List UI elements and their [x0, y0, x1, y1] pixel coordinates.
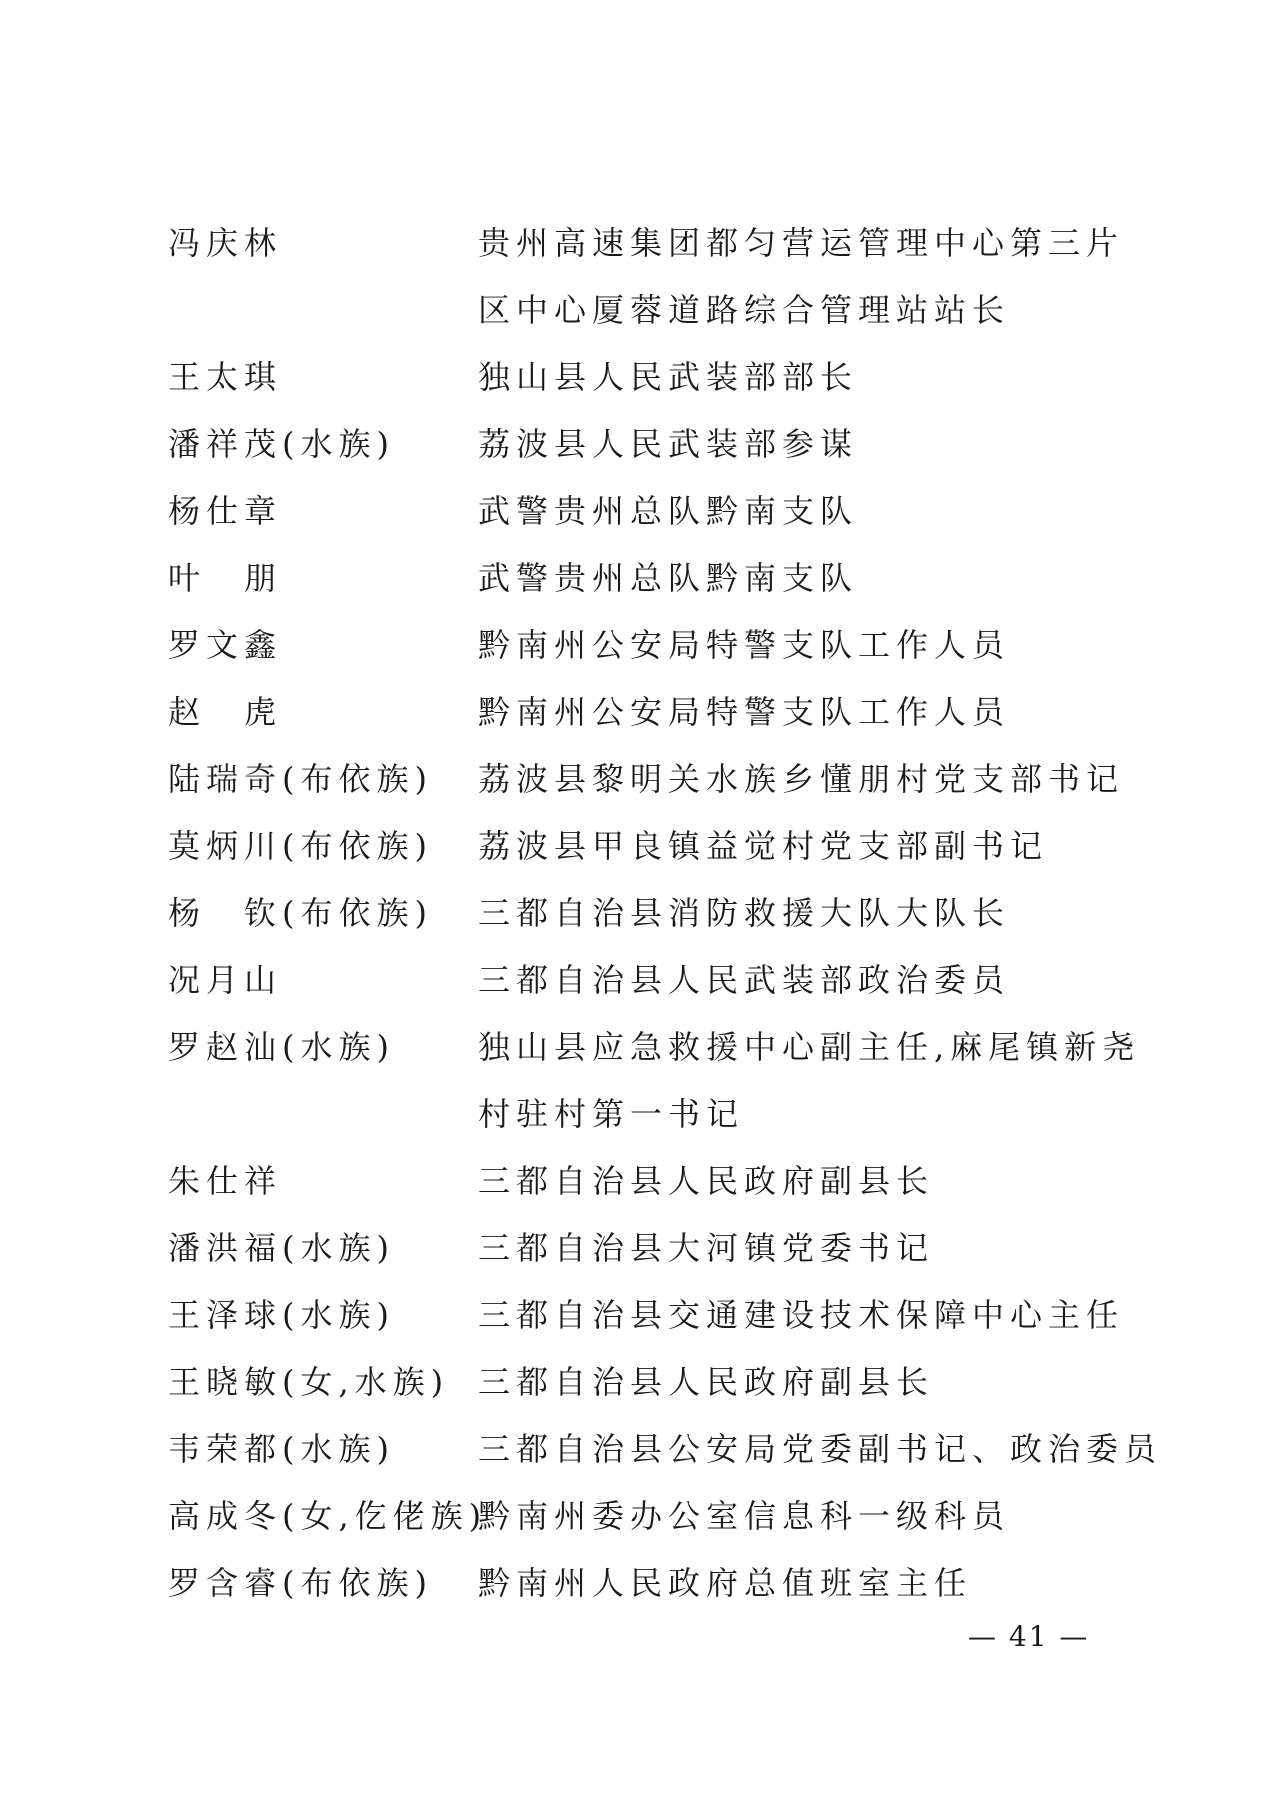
- list-item: [168, 478, 1128, 545]
- position-line: 黔南州人民政府总值班室主任: [478, 1564, 973, 1602]
- person-position: [478, 612, 1128, 679]
- position-line: 独山县应急救援中心副主任,麻尾镇新尧: [478, 1028, 1141, 1066]
- person-position: [478, 1416, 1163, 1483]
- person-name: 王晓敏(女,水族): [168, 1363, 450, 1401]
- position-line: 荔波县黎明关水族乡懂朋村党支部书记: [478, 760, 1125, 798]
- list-item: [168, 210, 1128, 344]
- position-line: 黔南州委办公室信息科一级科员: [478, 1497, 1011, 1535]
- person-position: [478, 478, 1128, 545]
- person-name: 杨 钦(布依族): [168, 894, 433, 932]
- list-item: [168, 344, 1128, 411]
- list-item: [168, 813, 1128, 880]
- list-item: [168, 411, 1128, 478]
- person-name: 罗文鑫: [168, 626, 283, 664]
- person-position: [478, 1014, 1141, 1148]
- list-item: [168, 947, 1128, 1014]
- person-position: [478, 1148, 1128, 1215]
- person-name: 王太琪: [168, 358, 283, 396]
- position-line: 三都自治县公安局党委副书记、政治委员: [478, 1430, 1163, 1468]
- list-item: [168, 612, 1128, 679]
- position-line: 武警贵州总队黔南支队: [478, 492, 859, 530]
- list-item: [168, 746, 1128, 813]
- person-position: [478, 411, 1128, 478]
- list-item: [168, 880, 1128, 947]
- position-line: 三都自治县消防救援大队大队长: [478, 894, 1011, 932]
- person-name: 韦荣都(水族): [168, 1430, 395, 1468]
- person-name: 高成冬(女,仡佬族): [168, 1497, 488, 1535]
- position-line: 村驻村第一书记: [478, 1095, 745, 1133]
- person-position: [478, 679, 1128, 746]
- list-item: [168, 679, 1128, 746]
- list-item: [168, 1148, 1128, 1215]
- person-position: [478, 210, 1128, 344]
- person-position: [478, 545, 1128, 612]
- person-name: 罗赵汕(水族): [168, 1028, 395, 1066]
- person-position: [478, 1550, 1128, 1617]
- position-line: 三都自治县大河镇党委书记: [478, 1229, 935, 1267]
- person-position: [478, 813, 1128, 880]
- person-position: [478, 344, 1128, 411]
- position-line: 荔波县甲良镇益觉村党支部副书记: [478, 827, 1049, 865]
- position-line: 三都自治县人民政府副县长: [478, 1363, 935, 1401]
- personnel-list: [168, 210, 1163, 1617]
- person-position: [478, 746, 1128, 813]
- list-item: [168, 1416, 1163, 1483]
- list-item: [168, 545, 1128, 612]
- list-item: [168, 1550, 1128, 1617]
- list-item: [168, 1282, 1128, 1349]
- person-name: 杨仕章: [168, 492, 283, 530]
- person-position: [478, 880, 1128, 947]
- position-line: 三都自治县人民武装部政治委员: [478, 961, 1011, 999]
- person-position: [478, 1349, 1128, 1416]
- person-name: 朱仕祥: [168, 1162, 283, 1200]
- position-line: 独山县人民武装部部长: [478, 358, 859, 396]
- position-line: 区中心厦蓉道路综合管理站站长: [478, 291, 1011, 329]
- position-line: 三都自治县交通建设技术保障中心主任: [478, 1296, 1125, 1334]
- position-line: 三都自治县人民政府副县长: [478, 1162, 935, 1200]
- position-line: 贵州高速集团都匀营运管理中心第三片: [478, 224, 1125, 262]
- person-name: 王泽球(水族): [168, 1296, 395, 1334]
- person-name: 潘洪福(水族): [168, 1229, 395, 1267]
- person-name: 莫炳川(布依族): [168, 827, 433, 865]
- position-line: 黔南州公安局特警支队工作人员: [478, 626, 1011, 664]
- person-name: 赵 虎: [168, 693, 283, 731]
- person-name: 陆瑞奇(布依族): [168, 760, 433, 798]
- list-item: [168, 1014, 1141, 1148]
- list-item: [168, 1483, 1128, 1550]
- person-position: [478, 1282, 1128, 1349]
- position-line: 黔南州公安局特警支队工作人员: [478, 693, 1011, 731]
- person-position: [478, 1215, 1128, 1282]
- page-number: — 41 —: [968, 1620, 1090, 1653]
- person-name: 冯庆林: [168, 224, 283, 262]
- list-item: [168, 1349, 1128, 1416]
- person-name: 叶 朋: [168, 559, 283, 597]
- person-name: 况月山: [168, 961, 283, 999]
- person-name: 潘祥茂(水族): [168, 425, 395, 463]
- position-line: 武警贵州总队黔南支队: [478, 559, 859, 597]
- person-position: [478, 1483, 1128, 1550]
- position-line: 荔波县人民武装部参谋: [478, 425, 859, 463]
- list-item: [168, 1215, 1128, 1282]
- person-position: [478, 947, 1128, 1014]
- person-name: 罗含睿(布依族): [168, 1564, 433, 1602]
